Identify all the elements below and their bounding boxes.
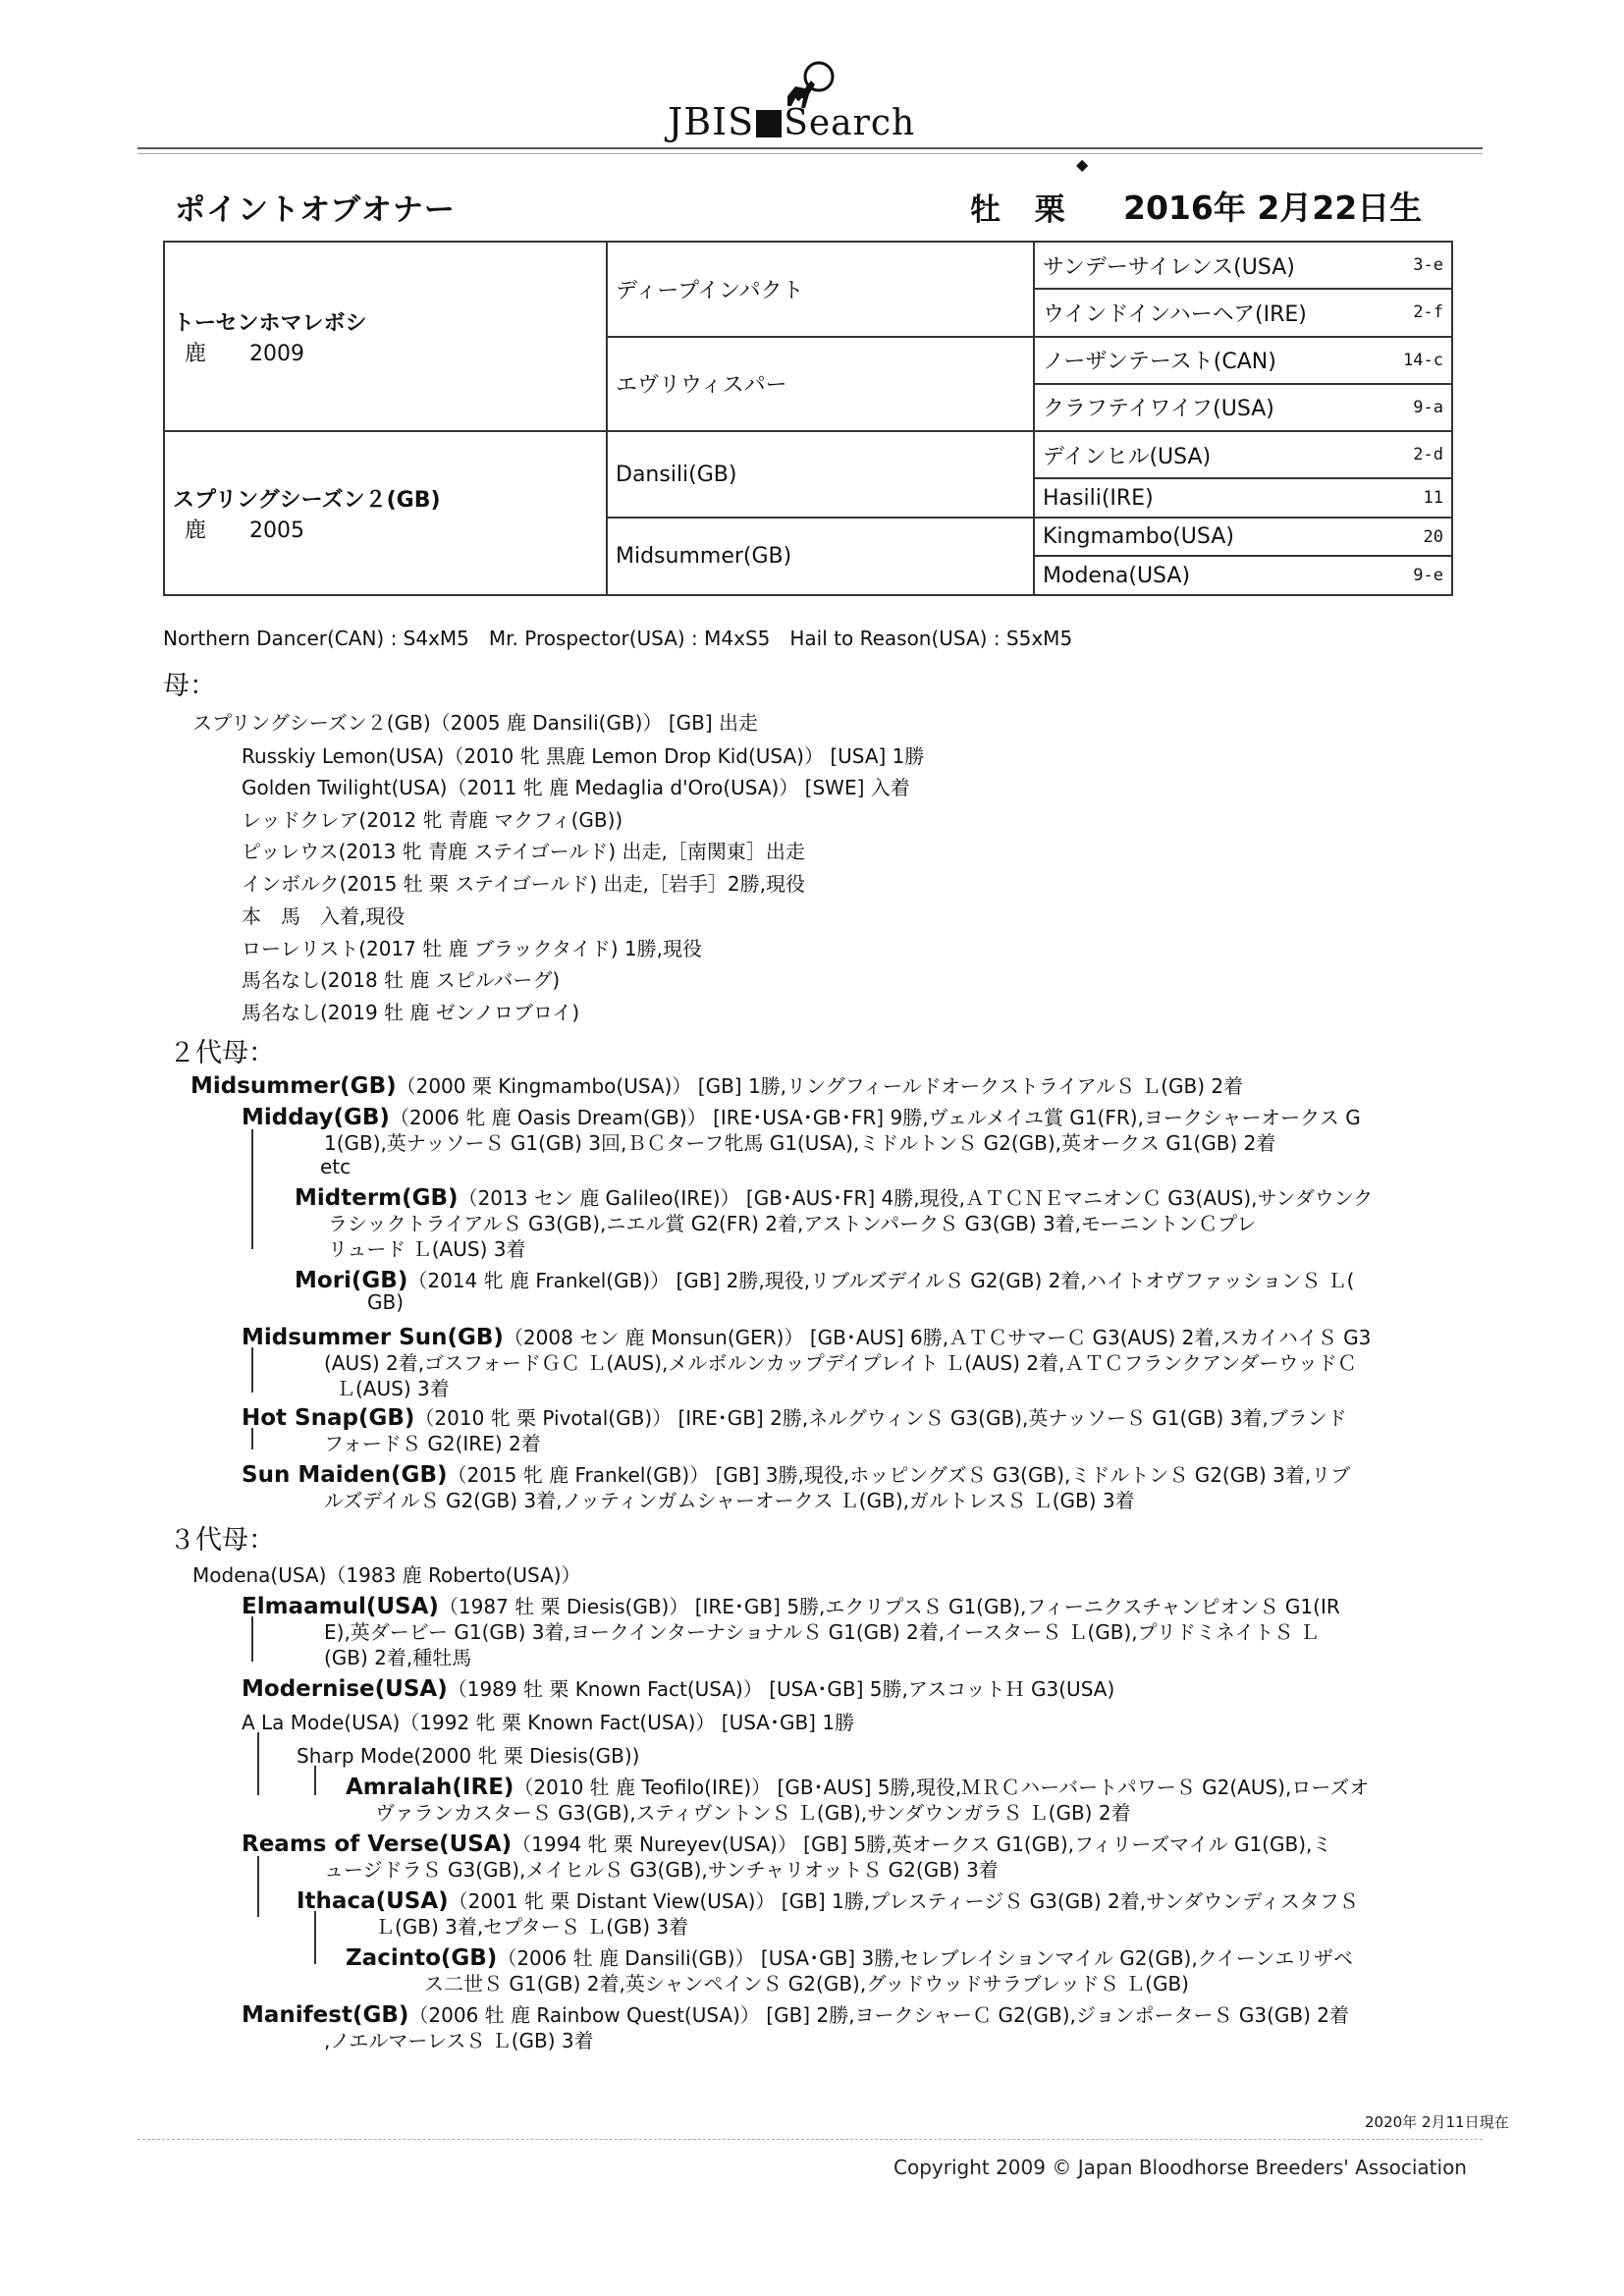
tree-connector — [251, 1616, 253, 1662]
tree-connector — [257, 1856, 259, 1917]
record-line — [320, 1155, 351, 1178]
grandsire-cell: ディープインパクト — [607, 242, 1034, 337]
record-horse-name: Hot Snap(GB) — [242, 1405, 415, 1431]
record-horse-name: Ithaca(USA) — [297, 1888, 449, 1914]
record-text: ュージドラＳ G3(GB),メイヒルＳ G3(GB),サンチャリオットＳ G2(GB) 3着 — [324, 1858, 999, 1882]
section-g3-heading: ３代母： — [169, 1525, 275, 1556]
record-text: E),英ダービー G1(GB) 3着,ヨークインターナショナルＳ G1(GB) 2着,イースターＳ Ｌ(GB),プリドミネイトＳ Ｌ — [324, 1620, 1320, 1644]
record-line — [336, 1373, 450, 1401]
sire-info: 鹿 2009 — [185, 341, 304, 366]
dam-cell — [164, 431, 607, 595]
record-horse-name: Midday(GB) — [242, 1105, 390, 1130]
record-line — [324, 1642, 471, 1670]
record-line — [297, 1740, 639, 1769]
g3-cell — [1034, 384, 1452, 431]
record-text: Russkiy Lemon(USA)（2010 牝 黒鹿 Lemon Drop Kid(USA)） [USA] 1勝 — [242, 744, 925, 768]
record-horse-name: Sun Maiden(GB) — [242, 1462, 448, 1488]
tree-connector — [251, 1129, 253, 1249]
record-text: Sharp Mode(2000 牝 栗 Diesis(GB)) — [297, 1744, 640, 1768]
record-line — [328, 1208, 1256, 1236]
record-line — [324, 2025, 594, 2053]
record-text: Ｌ(GB) 3着,セプターＳ Ｌ(GB) 3着 — [375, 1915, 689, 1939]
g3-name: クラフテイワイフ(USA) — [1043, 397, 1274, 422]
record-text: ラシックトライアルＳ G3(GB),ニエル賞 G2(FR) 2着,アストンパークＳ G3(GB) 3着,モーニントンＣプレ — [328, 1212, 1257, 1235]
record-text: ローレリスト(2017 牡 鹿 ブラックタイド) 1勝,現役 — [242, 937, 703, 960]
tree-connector — [251, 1428, 253, 1449]
record-text: （2006 牡 鹿 Rainbow Quest(USA)） [GB] 2勝,ヨークシャーＣ G2(GB),ジョンポーターＳ G3(GB) 2着 — [408, 2003, 1349, 2027]
footer-rule — [137, 2139, 1483, 2140]
g3-family: 2-d — [1413, 445, 1443, 465]
sire-cell — [164, 242, 607, 431]
g3-cell — [1034, 518, 1452, 557]
record-horse-name: Mori(GB) — [295, 1268, 408, 1293]
record-text: 1(GB),英ナッソーＳ G1(GB) 3回,ＢＣターフ牝馬 G1(USA),ミドルトンＳ G2(GB),英オークス G1(GB) 2着 — [324, 1131, 1276, 1155]
tree-connector — [251, 1347, 253, 1393]
g3-name: ウインドインハーヘア(IRE) — [1043, 301, 1307, 327]
record-horse-name: Modernise(USA) — [242, 1676, 448, 1702]
record-line — [324, 1127, 1275, 1156]
granddam-cell: エヴリウィスパー — [607, 337, 1034, 432]
record-text: スプリングシーズン２(GB)（2005 鹿 Dansili(GB)） [GB] 出走 — [192, 711, 759, 735]
logo-text-jbis: JBIS — [668, 100, 755, 143]
sire-name: トーセンホマレボシ — [173, 310, 367, 336]
header-rule-thin — [137, 153, 1483, 154]
tree-connector — [257, 1732, 259, 1795]
g3-family: 2-f — [1413, 302, 1443, 323]
record-text: インボルク(2015 牡 栗 ステイゴールド) 出走,［岩手］2勝,現役 — [242, 872, 805, 896]
record-text: ピッレウス(2013 牝 青鹿 ステイゴールド) 出走,［南関東］出走 — [242, 840, 805, 863]
record-line — [242, 772, 910, 800]
record-line — [242, 1402, 1347, 1431]
record-line — [324, 1428, 541, 1456]
record-text: （2010 牝 栗 Pivotal(GB)） [IRE･GB] 2勝,ネルグウィンＳ G3(GB),英ナッソーＳ G1(GB) 3着,ブランド — [414, 1406, 1347, 1430]
g3-cell — [1034, 289, 1452, 336]
record-text: （2013 セン 鹿 Galileo(IRE)） [GB･AUS･FR] 4勝,現役,ＡＴＣＮＥマニオンＣ G3(AUS),サンダウンク — [458, 1186, 1374, 1210]
record-text: （2006 牝 鹿 Oasis Dream(GB)） [IRE･USA･GB･FR] 9勝,ヴェルメイユ賞 G1(FR),ヨークシャーオークス G — [389, 1106, 1361, 1129]
record-text: （2010 牡 鹿 Teofilo(IRE)） [GB･AUS] 5勝,現役,ＭＲＣハーバートパワーＳ G2(AUS),ローズオ — [514, 1776, 1370, 1799]
record-horse-name: Midterm(GB) — [295, 1185, 459, 1211]
record-text: （2014 牝 鹿 Frankel(GB)） [GB] 2勝,現役,リブルズデイルＳ G2(GB) 2着,ハイトオヴファッションＳ Ｌ( — [407, 1269, 1355, 1292]
g3-family: 3-e — [1413, 255, 1443, 276]
record-line — [190, 1070, 1243, 1099]
record-line — [346, 1942, 1353, 1971]
record-line — [346, 1772, 1369, 1800]
record-text: 本 馬 入着,現役 — [242, 904, 406, 928]
horse-name: ポイントオブオナー — [175, 192, 456, 228]
g3-cell — [1034, 478, 1452, 518]
record-line — [367, 1290, 404, 1314]
record-text: (GB) 2着,種牡馬 — [324, 1646, 472, 1669]
record-line — [242, 933, 702, 961]
record-line — [192, 707, 758, 736]
section-g2-heading: ２代母： — [169, 1038, 275, 1068]
record-line — [242, 1591, 1340, 1619]
record-text: （1994 牝 栗 Nureyev(USA)） [GB] 5勝,英オークス G1(GB),フィリーズマイル G1(GB),ミ — [512, 1832, 1332, 1856]
damsire-cell: Dansili(GB) — [607, 431, 1034, 518]
record-line — [424, 1968, 1189, 1996]
record-line — [242, 1673, 1114, 1702]
record-horse-name: Midsummer Sun(GB) — [242, 1325, 504, 1350]
record-line — [242, 997, 579, 1025]
record-horse-name: Amralah(IRE) — [346, 1775, 514, 1800]
record-text: （2008 セン 鹿 Monsun(GER)） [GB･AUS] 6勝,ＡＴＣサマーＣ G3(AUS) 2着,スカイハイＳ G3 — [503, 1326, 1372, 1349]
record-horse-name: Zacinto(GB) — [346, 1945, 498, 1971]
record-line — [297, 1886, 1359, 1914]
section-dam-heading: 母： — [163, 671, 216, 701]
dam-info: 鹿 2005 — [185, 518, 304, 543]
inbreeding-line: Northern Dancer(CAN) : S4xM5 Mr. Prospector(USA) : M4xS5 Hail to Reason(USA) : S5xM5 — [163, 627, 1073, 650]
record-text: A La Mode(USA)（1992 牝 栗 Known Fact(USA)） [USA･GB] 1勝 — [242, 1711, 855, 1734]
record-line — [242, 1322, 1371, 1350]
pedigree-table — [163, 241, 1453, 596]
g3-family: 9-a — [1413, 397, 1443, 417]
horse-birth-date: 2016年 2月22日生 — [1123, 189, 1423, 227]
tree-connector — [314, 1766, 316, 1795]
record-text: フォードＳ G2(IRE) 2着 — [324, 1432, 541, 1455]
g3-cell — [1034, 242, 1452, 289]
record-text: （1989 牡 栗 Known Fact(USA)） [USA･GB] 5勝,アスコットＨ G3(USA) — [447, 1677, 1115, 1701]
logo-box — [756, 110, 782, 137]
record-text: ヴァランカスターＳ G3(GB),スティヴントンＳ Ｌ(GB),サンダウンガラＳ Ｌ(GB) 2着 — [375, 1801, 1131, 1825]
record-text: レッドクレア(2012 牝 青鹿 マクフィ(GB)) — [242, 808, 623, 832]
g3-name: Kingmambo(USA) — [1043, 524, 1234, 550]
record-line — [375, 1797, 1131, 1826]
record-text: ,ノエルマーレスＳ Ｌ(GB) 3着 — [324, 2029, 594, 2052]
record-line — [242, 804, 623, 833]
record-text: （2015 牝 鹿 Frankel(GB)） [GB] 3勝,現役,ホッピングズＳ G3(GB),ミドルトンＳ G2(GB) 3着,リブ — [447, 1463, 1351, 1487]
g3-name: Hasili(IRE) — [1043, 485, 1154, 511]
record-line — [324, 1485, 1135, 1513]
record-line — [242, 836, 805, 864]
g3-cell — [1034, 431, 1452, 478]
record-horse-name: Reams of Verse(USA) — [242, 1831, 513, 1857]
damdam-cell: Midsummer(GB) — [607, 518, 1034, 595]
record-text: 馬名なし(2019 牡 鹿 ゼンノロブロイ) — [242, 1001, 580, 1024]
record-line — [295, 1182, 1373, 1211]
record-text: リュード Ｌ(AUS) 3着 — [328, 1237, 526, 1261]
record-line — [242, 1102, 1361, 1130]
header-rule — [137, 147, 1483, 149]
g3-family: 11 — [1423, 488, 1443, 509]
record-text: （1987 牡 栗 Diesis(GB)） [IRE･GB] 5勝,エクリプスＳ G1(GB),フィーニクスチャンピオンＳ G1(IR — [438, 1595, 1340, 1618]
record-line — [328, 1233, 525, 1262]
dam-name: スプリングシーズン２(GB) — [173, 487, 441, 513]
record-line — [242, 964, 560, 993]
g3-cell — [1034, 556, 1452, 595]
as-of-date: 2020年 2月11日現在 — [1365, 2113, 1509, 2131]
record-text: Modena(USA)（1983 鹿 Roberto(USA)） — [192, 1563, 581, 1587]
g3-name: Modena(USA) — [1043, 563, 1191, 588]
record-line — [192, 1559, 581, 1588]
horse-sex-color: 牡 栗 — [970, 192, 1077, 228]
copyright: Copyright 2009 © Japan Bloodhorse Breeders' Association — [893, 2156, 1467, 2179]
record-horse-name: Elmaamul(USA) — [242, 1594, 439, 1619]
g3-name: サンデーサイレンス(USA) — [1043, 254, 1295, 280]
record-line — [242, 1459, 1350, 1488]
record-text: (AUS) 2着,ゴスフォードＧＣ Ｌ(AUS),メルボルンカップデイプレイト Ｌ(AUS) 2着,ＡＴＣフランクアンダーウッドＣ — [324, 1351, 1357, 1375]
record-text: （2000 栗 Kingmambo(USA)） [GB] 1勝,リングフィールドオークストライアルＳ Ｌ(GB) 2着 — [396, 1074, 1244, 1098]
record-text: GB) — [367, 1290, 405, 1314]
record-text: Ｌ(AUS) 3着 — [336, 1377, 450, 1400]
record-line — [242, 1999, 1349, 2028]
record-line — [324, 1616, 1320, 1645]
record-text: etc — [320, 1155, 352, 1178]
g3-family: 20 — [1423, 526, 1443, 547]
g3-family: 9-e — [1413, 566, 1443, 586]
record-text: ルズデイルＳ G2(GB) 3着,ノッティンガムシャーオークス Ｌ(GB),ガルトレスＳ Ｌ(GB) 3着 — [324, 1489, 1135, 1512]
g3-cell — [1034, 337, 1452, 384]
record-horse-name: Midsummer(GB) — [190, 1073, 397, 1099]
g3-name: デインヒル(USA) — [1043, 444, 1212, 469]
record-text: （2001 牝 栗 Distant View(USA)） [GB] 1勝,プレスティージＳ G3(GB) 2着,サンダウンディスタフＳ — [448, 1889, 1359, 1913]
record-line — [295, 1265, 1354, 1293]
record-text: ス二世Ｓ G1(GB) 2着,英シャンペインＳ G2(GB),グッドウッドサラブレッドＳ Ｌ(GB) — [424, 1972, 1189, 1995]
record-line — [242, 1829, 1331, 1857]
bird-mark-icon: ◆ — [1076, 155, 1089, 174]
jbis-logo — [668, 57, 962, 145]
record-text: Golden Twilight(USA)（2011 牝 鹿 Medaglia d'Oro(USA)） [SWE] 入着 — [242, 776, 910, 799]
record-line — [324, 1347, 1357, 1376]
record-text: 馬名なし(2018 牡 鹿 スピルバーグ) — [242, 968, 561, 992]
g3-family: 14-c — [1403, 350, 1443, 370]
logo-text-search: Search — [784, 103, 916, 143]
record-line — [242, 740, 924, 769]
record-line — [242, 1707, 854, 1735]
record-horse-name: Manifest(GB) — [242, 2002, 409, 2028]
record-line — [242, 868, 805, 897]
tree-connector — [314, 1911, 316, 1964]
record-line — [375, 1911, 688, 1940]
g3-name: ノーザンテースト(CAN) — [1043, 350, 1276, 375]
record-line — [242, 901, 405, 929]
record-line — [324, 1854, 999, 1883]
record-text: （2006 牡 鹿 Dansili(GB)） [USA･GB] 3勝,セレブレイションマイル G2(GB),クイーンエリザベ — [497, 1946, 1353, 1970]
